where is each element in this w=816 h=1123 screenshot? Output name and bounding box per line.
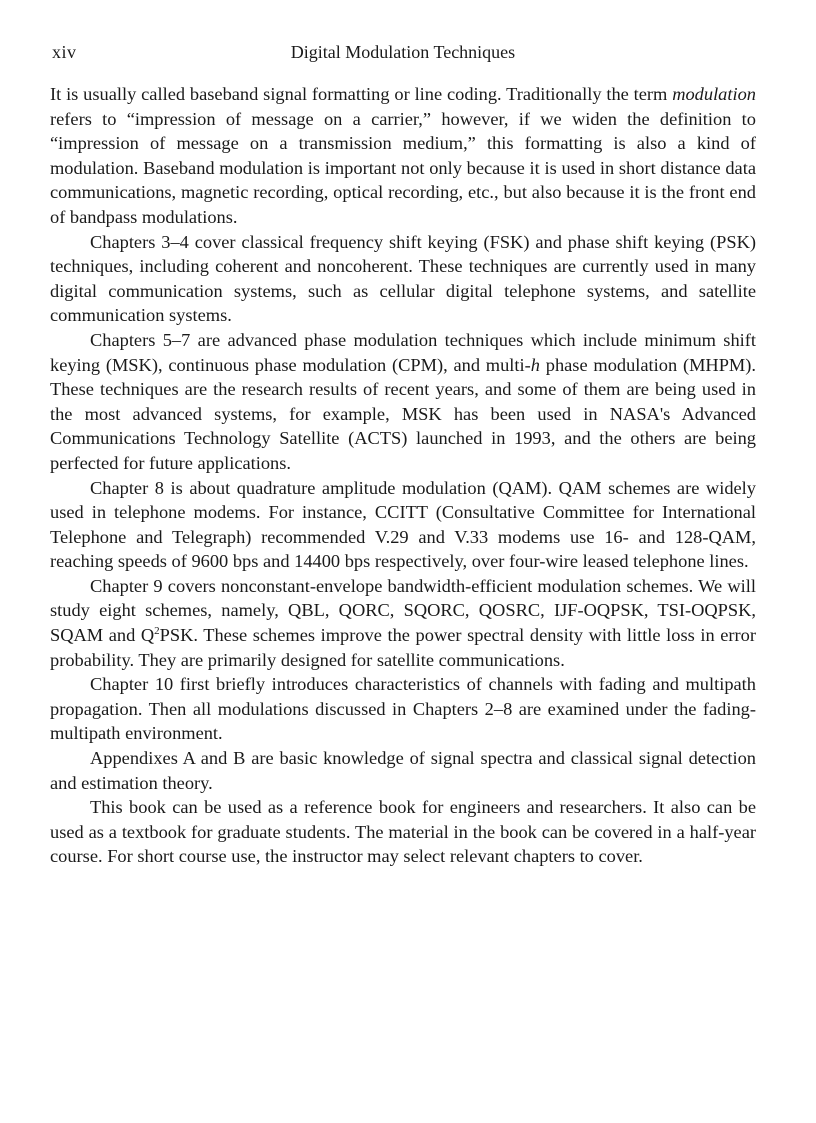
running-head <box>50 38 756 68</box>
paragraph-fading: Chapter 10 first briefly introduces characteristics of channels with fading and multipath propagation. Then all modulations discussed in Chapters 2–8 are examined under the fading-multipath environment. <box>50 674 756 744</box>
paragraph-fsk-psk: Chapters 3–4 cover classical frequency shift keying (FSK) and phase shift keying (PSK) techniques, including coherent and noncoherent. These techniques are currently used in many digital communication systems, such as cellular digital telephone systems, and satellite communication systems. <box>50 231 756 326</box>
paragraph-phase-modulation <box>50 328 756 476</box>
paragraph-usage: This book can be used as a reference book for engineers and researchers. It also can be used as a textbook for graduate students. The material in the book can be covered in a half-year course. For short course use, the instructor may select relevant chapters to cover. <box>50 797 756 867</box>
body-text <box>50 82 756 869</box>
emphasis-modulation: modulation <box>672 84 756 104</box>
superscript-2: 2 <box>154 625 160 638</box>
book-title: Digital Modulation Techniques <box>290 42 516 62</box>
book-page <box>50 38 756 869</box>
paragraph-text: It is usually called baseband signal formatting or line coding. Traditionally the term <box>50 84 673 104</box>
paragraph-qam: Chapter 8 is about quadrature amplitude modulation (QAM). QAM schemes are widely used in telephone modems. For instance, CCITT (Consultative Committee for International Telephone and Telegraph) recommended V.29 and V.33 modems use 16- and 128-QAM, reaching speeds of 9600 bps and 14400 bps respectively, over four-wire leased telephone lines. <box>50 477 756 572</box>
paragraph-baseband <box>50 82 756 230</box>
emphasis-h: h <box>530 354 540 375</box>
paragraph-text: Chapter 9 covers nonconstant-envelope bandwidth-efficient modulation schemes. We will study eight schemes, namely, QBL, QORC, SQORC, QOSRC, IJF-OQPSK, TSI-OQPSK, SQAM and Q <box>50 575 756 646</box>
paragraph-text: Chapters 5–7 are advanced phase modulation techniques which include minimum shift keying (MSK), continuous phase modulation (CPM), and multi- <box>50 329 756 375</box>
paragraph-appendixes: Appendixes A and B are basic knowledge of signal spectra and classical signal detection and estimation theory. <box>50 748 756 793</box>
paragraph-text: refers to “impression of message on a carrier,” however, if we widen the definition to “impression of message on a transmission medium,” this formatting is also a kind of modulation. Baseband modulation is important not only because it is used in short distance data communications, magnetic recording, optical recording, etc., but also because it is the front end of bandpass modulations. <box>50 108 756 227</box>
paragraph-text: PSK. These schemes improve the power spectral density with little loss in error probability. They are primarily designed for satellite communications. <box>50 625 756 670</box>
paragraph-text: phase modulation (MHPM). These techniques are the research results of recent years, and some of them are being used in the most advanced systems, for example, MSK has been used in NASA's Advanced Communications Technology Satellite (ACTS) launched in 1993, and the others are being perfected for future applications. <box>50 354 757 473</box>
paragraph-nonconstant-envelope <box>50 574 756 672</box>
page-number: xiv <box>52 42 77 62</box>
